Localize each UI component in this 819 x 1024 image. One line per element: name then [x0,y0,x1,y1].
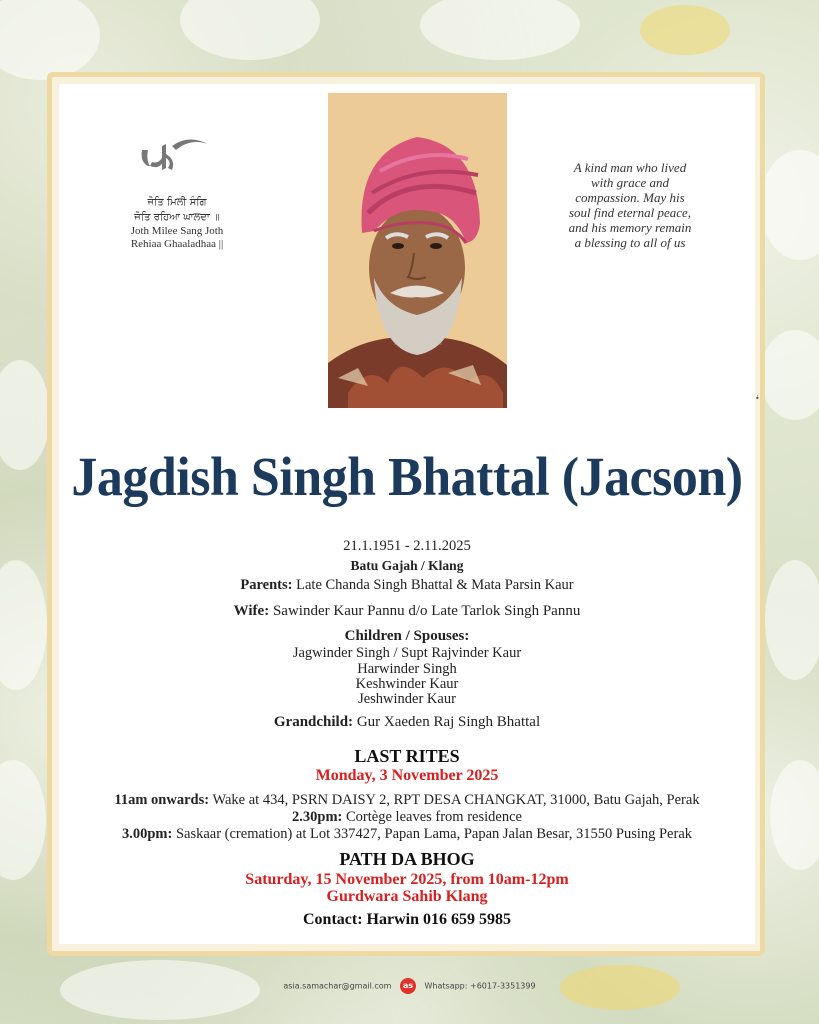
item-3-label: 3.00pm: [121,826,173,842]
stray-mark: •̇ [755,394,760,403]
child-2: Harwinder Singh [357,661,457,677]
item-1-value: Wake at 434, PSRN DAISY 2, RPT DESA CHANGKAT, 31000, Batu Gajah, Perak [212,792,700,808]
last-rites-date: Monday, 3 November 2025 [315,767,499,784]
children-heading: Children / Spouses: [344,628,470,644]
contact-line: Contact: Harwin 016 659 5985 [303,911,511,928]
wife-value: Sawinder Kaur Pannu d/o Late Tarlok Singh Pannu [272,603,581,619]
khanda-icon [136,136,212,182]
deceased-name: Jagdish Singh Bhattal (Jacson) [71,447,743,508]
gurbani-transliteration: Joth Milee Sang Joth Rehiaa Ghaaladhaa || [130,225,224,250]
footer-whatsapp: Whatsapp: +6017-3351399 [424,981,536,991]
child-1: Jagwinder Singh / Supt Rajvinder Kaur [292,645,522,661]
portrait-photo [328,93,507,408]
last-rites-item-1 [59,792,755,808]
child-3: Keshwinder Kaur [355,676,459,692]
location: Batu Gajah / Klang [350,558,464,573]
last-rites-heading: LAST RITES [354,746,460,766]
gurbani-punjabi-line2: ਜੋਤਿ ਰਹਿਆ ਘਾਲਦਾ ॥ [134,212,220,223]
life-dates: 21.1.1951 - 2.11.2025 [343,538,471,554]
wife-label: Wife: [233,603,270,619]
path-da-bhog-venue: Gurdwara Sahib Klang [326,888,488,905]
footer [0,978,819,998]
asia-samachar-logo: as [400,978,416,994]
parents-label: Parents: [240,577,293,593]
path-da-bhog-date: Saturday, 15 November 2025, from 10am-12pm [245,871,569,888]
item-1-label: 11am onwards: [114,792,210,808]
item-2-value: Cortège leaves from residence [346,809,522,825]
gurbani-punjabi [92,195,262,225]
path-da-bhog-heading: PATH DA BHOG [339,849,475,869]
grandchild-value: Gur Xaeden Raj Singh Bhattal [356,714,541,730]
last-rites-item-2 [59,809,755,825]
last-rites-item-3 [59,826,755,842]
grandchild-label: Grandchild: [273,714,354,730]
footer-email: asia.samachar@gmail.com [283,981,392,991]
parents-line [59,577,755,593]
gurbani-punjabi-line1: ਜੋਤਿ ਮਿਲੀ ਸੰਗਿ [147,197,207,208]
wife-line [59,603,755,619]
item-3-value: Saskaar (cremation) at Lot 337427, Papan Lama, Papan Jalan Besar, 31550 Pusing Perak [175,826,693,842]
child-4: Jeshwinder Kaur [358,691,456,707]
grandchild-line [59,714,755,730]
item-2-label: 2.30pm: [292,809,343,825]
memorial-quote: A kind man who lived with grace and compassion. May his soul find eternal peace, and his memory remain a blessing to all of us [568,160,692,250]
parents-value: Late Chanda Singh Bhattal & Mata Parsin Kaur [296,577,574,593]
